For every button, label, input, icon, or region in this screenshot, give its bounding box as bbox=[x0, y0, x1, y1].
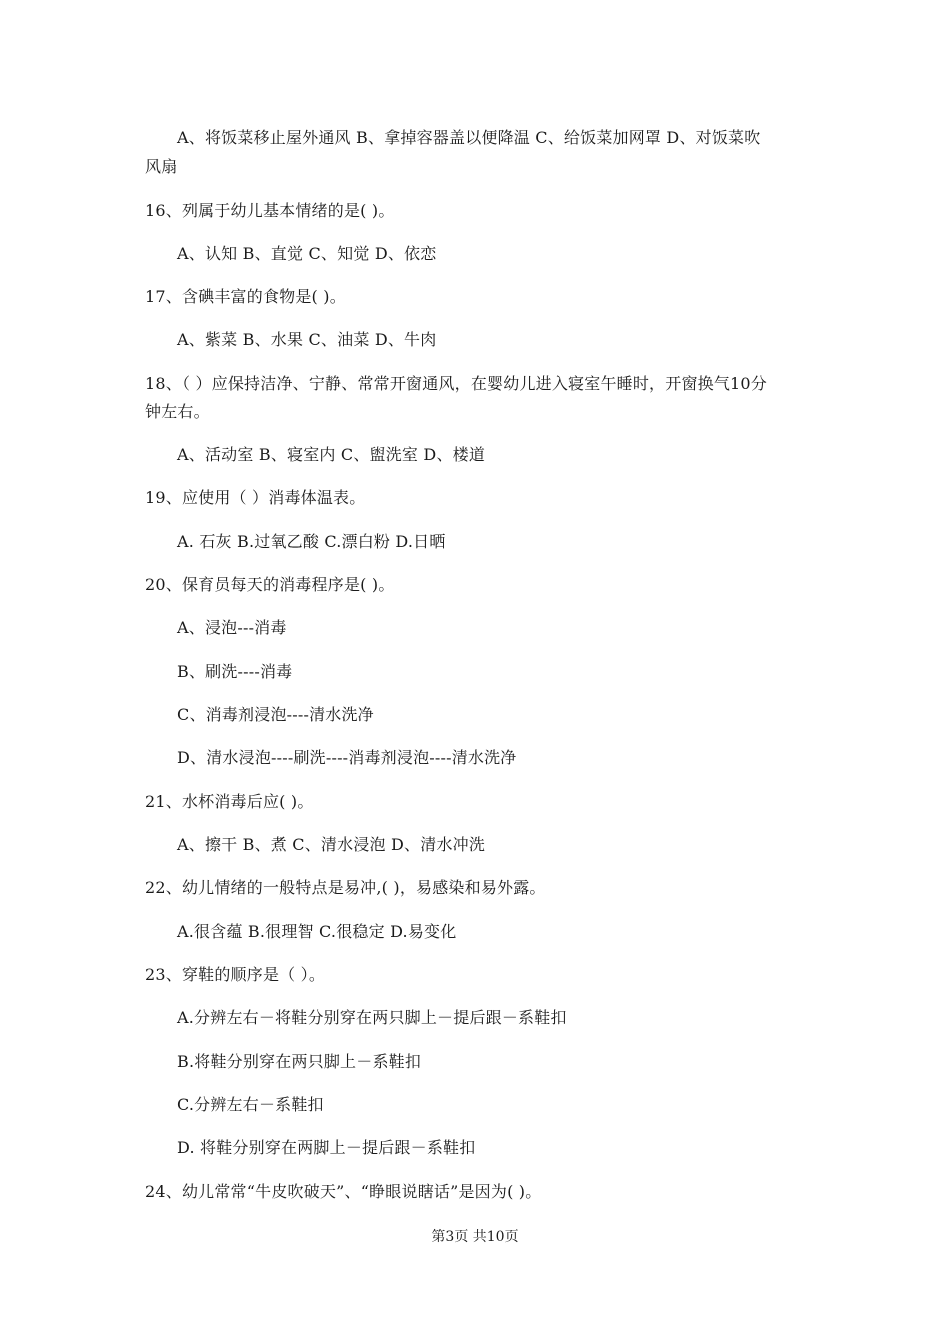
q23-option-a: A.分辨左右－将鞋分别穿在两只脚上－提后跟－系鞋扣 bbox=[177, 1008, 567, 1027]
question-24: 24、幼儿常常“牛皮吹破天”、“睁眼说瞎话”是因为( )。 bbox=[145, 1182, 542, 1201]
q17-options: A、紫菜 B、水果 C、油菜 D、牛肉 bbox=[177, 330, 437, 349]
question-21: 21、水杯消毒后应( )。 bbox=[145, 792, 314, 811]
q22-options: A.很含蕴 B.很理智 C.很稳定 D.易变化 bbox=[177, 922, 457, 941]
q20-option-c: C、消毒剂浸泡----清水洗净 bbox=[177, 705, 374, 724]
question-18-line-2: 钟左右。 bbox=[145, 402, 210, 421]
page-footer: 第3页 共10页 bbox=[431, 1229, 519, 1245]
q15-options-line-2: 风扇 bbox=[145, 157, 178, 176]
q21-options: A、擦干 B、煮 C、清水浸泡 D、清水冲洗 bbox=[177, 835, 486, 854]
q23-option-c: C.分辨左右－系鞋扣 bbox=[177, 1095, 324, 1114]
q20-option-b: B、刷洗----消毒 bbox=[177, 662, 293, 681]
question-20: 20、保育员每天的消毒程序是( )。 bbox=[145, 575, 395, 594]
q20-option-d: D、清水浸泡----刷洗----消毒剂浸泡----清水洗净 bbox=[177, 748, 517, 767]
question-19: 19、应使用（ ）消毒体温表。 bbox=[145, 488, 366, 507]
question-18-line-1: 18、（ ）应保持洁净、宁静、常常开窗通风，在婴幼儿进入寝室午睡时，开窗换气10分 bbox=[145, 374, 768, 393]
q16-options: A、认知 B、直觉 C、知觉 D、依恋 bbox=[177, 244, 437, 263]
question-22: 22、幼儿情绪的一般特点是易冲,( )，易感染和易外露。 bbox=[145, 878, 546, 897]
q20-option-a: A、浸泡---消毒 bbox=[177, 618, 287, 637]
question-16: 16、列属于幼儿基本情绪的是( )。 bbox=[145, 201, 395, 220]
q19-options: A. 石灰 B.过氧乙酸 C.漂白粉 D.日晒 bbox=[177, 532, 446, 551]
q15-options-line-1: A、将饭菜移止屋外通风 B、拿掉容器盖以便降温 C、给饭菜加网罩 D、对饭菜吹 bbox=[177, 128, 761, 147]
question-17: 17、含碘丰富的食物是( )。 bbox=[145, 287, 346, 306]
q18-options: A、活动室 B、寝室内 C、盥洗室 D、楼道 bbox=[177, 445, 486, 464]
q23-option-d: D. 将鞋分别穿在两脚上－提后跟－系鞋扣 bbox=[177, 1138, 476, 1157]
q23-option-b: B.将鞋分别穿在两只脚上－系鞋扣 bbox=[177, 1052, 422, 1071]
question-23: 23、穿鞋的顺序是（ ）。 bbox=[145, 965, 326, 984]
